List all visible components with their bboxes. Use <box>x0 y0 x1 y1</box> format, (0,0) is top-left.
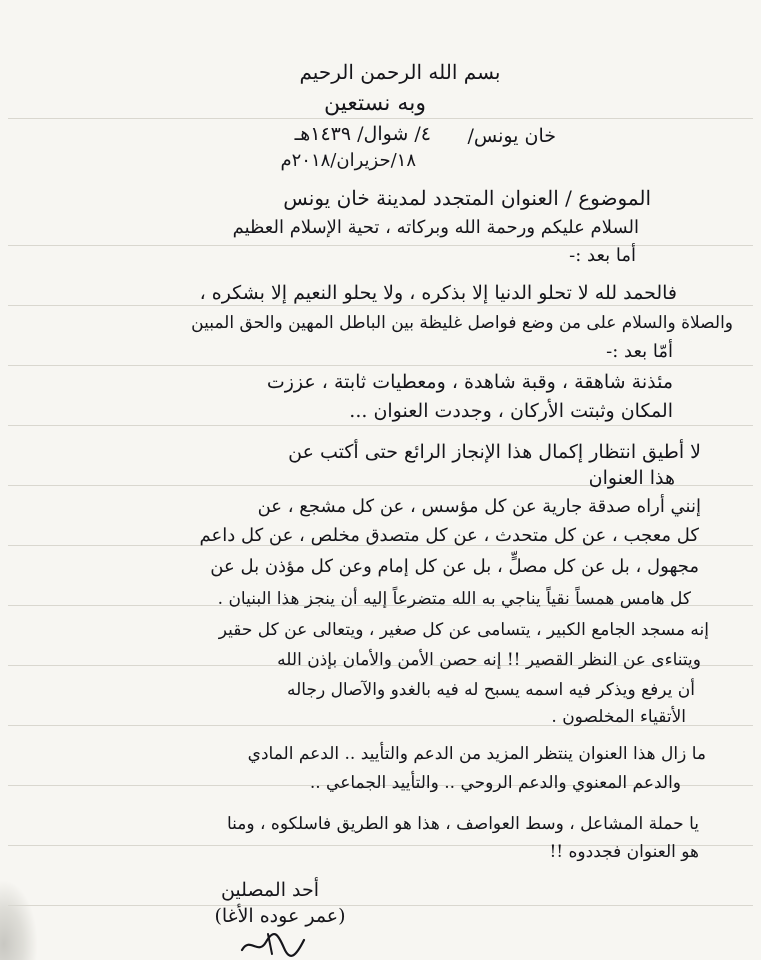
body-line: مجهول ، بل عن كل مصلٍّ ، بل عن كل إمام وعن كل مؤذن بل عن <box>210 556 699 577</box>
signature-title: أحد المصلين <box>220 879 320 901</box>
date-hijri: ٤/ شوال/ ١٤٣٩هـ <box>294 123 431 145</box>
body-line: الأتقياء المخلصون . <box>551 707 686 727</box>
signature-name: (عمر عوده الأغا) <box>214 905 346 927</box>
body-line: هو العنوان فجددوه !! <box>549 842 699 862</box>
body-line: هذا العنوان <box>588 467 675 489</box>
body-line: والدعم المعنوي والدعم الروحي .. والتأييد الجماعي .. <box>309 773 681 793</box>
body-line: إنه مسجد الجامع الكبير ، يتسامى عن كل صغير ، ويتعالى عن كل حقير <box>218 620 709 640</box>
body-line: لا أطيق انتظار إكمال هذا الإنجاز الرائع حتى أكتب عن <box>288 441 701 463</box>
body-line: المكان وثبتت الأركان ، وجددت العنوان ... <box>349 400 673 422</box>
ruled-line <box>8 365 753 366</box>
ruled-line <box>8 305 753 306</box>
greeting: السلام عليكم ورحمة الله وبركاته ، تحية الإسلام العظيم <box>232 217 639 238</box>
amma-baad: أما بعد :- <box>569 245 636 266</box>
body-line: كل هامس همساً نقياً يناجي به الله متضرعاً إليه أن ينجز هذا البنيان . <box>217 589 691 609</box>
ruled-line <box>8 118 753 119</box>
body-line: إنني أراه صدقة جارية عن كل مؤسس ، عن كل مشجع ، عن <box>257 496 701 517</box>
body-line: ما زال هذا العنوان ينتظر المزيد من الدعم والتأييد .. الدعم المادي <box>247 744 706 764</box>
body-line: أمّا بعد :- <box>606 341 673 362</box>
body-line: ويتناءى عن النظر القصير !! إنه حصن الأمن والأمان بإذن الله <box>277 650 701 670</box>
basmala: بسم الله الرحمن الرحيم <box>299 60 501 84</box>
body-line: يا حملة المشاعل ، وسط العواصف ، هذا هو الطريق فاسلكوه ، ومنا <box>227 814 699 834</box>
handwritten-signature-mark <box>238 930 308 958</box>
body-line: كل معجب ، عن كل متحدث ، عن كل متصدق مخلص ، عن كل داعم <box>199 525 699 546</box>
body-line: مئذنة شاهقة ، وقبة شاهدة ، ومعطيات ثابتة ، عززت <box>266 371 673 393</box>
date-gregorian: ١٨/حزيران/٢٠١٨م <box>280 150 416 171</box>
city-label: خان يونس/ <box>467 125 556 147</box>
body-line: أن يرفع ويذكر فيه اسمه يسبح له فيه بالغدو والآصال رجاله <box>286 680 695 700</box>
ruled-line <box>8 245 753 246</box>
scan-smudge <box>0 880 38 960</box>
subject-line: الموضوع / العنوان المتجدد لمدينة خان يونس <box>283 186 651 210</box>
body-line: فالحمد لله لا تحلو الدنيا إلا بذكره ، ولا يحلو النعيم إلا بشكره ، <box>199 282 677 304</box>
ruled-line <box>8 425 753 426</box>
invocation: وبه نستعين <box>324 91 426 116</box>
body-line: والصلاة والسلام على من وضع فواصل غليظة بين الباطل المهين والحق المبين <box>191 313 733 333</box>
